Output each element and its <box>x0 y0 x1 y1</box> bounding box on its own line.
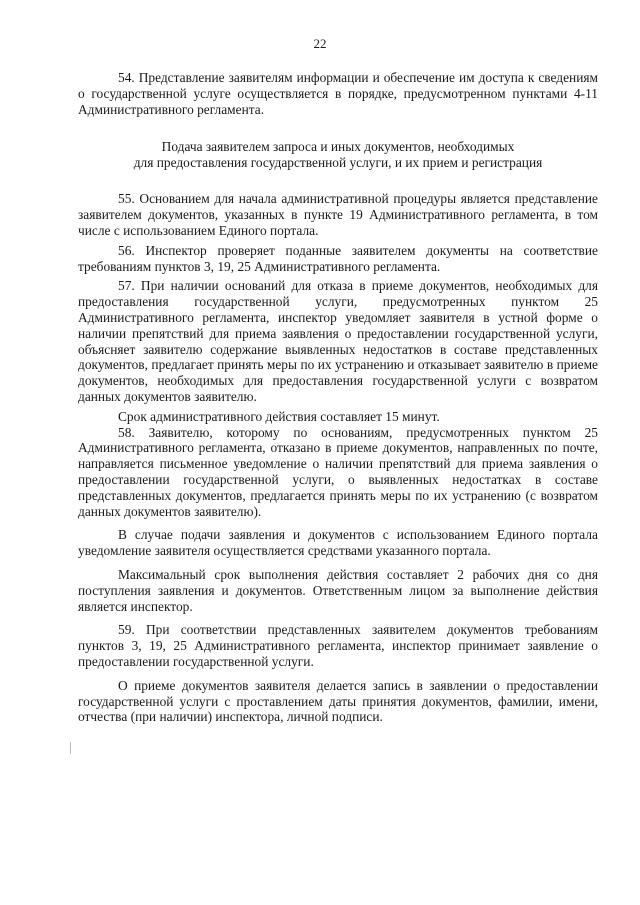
section-heading-line-2: для предоставления государственной услуги, и их прием и регистрация <box>133 155 543 171</box>
paragraph-57: 57. При наличии оснований для отказа в приеме документов, необходимых для предоставления государственной услуги, предусмотренных пунктом 25 Административного регламента, инспектор уведомляет заявителя в устной форме о наличии препятствий для приема заявления о предоставлении государственной услуги, объясняет заявителю содержание выявленных недостатков в составе представленных документов, предлагает принять меры по их устранению и отказывает заявителю в приеме документов, необходимых для предоставления государственной услуги с возвратом данных документов заявителю. <box>78 278 598 404</box>
paragraph-59: 59. При соответствии представленных заявителем документов требованиям пунктов 3, 19, 25 Административного регламента, инспектор принимает заявление о предоставлении государственной услуги. <box>78 622 598 669</box>
paragraph-55: 55. Основанием для начала административной процедуры является представление заявителем документов, указанных в пункте 19 Административного регламента, в том числе с использованием Единого портала. <box>78 191 598 238</box>
section-heading-line-1: Подача заявителем запроса и иных документов, необходимых <box>161 139 515 155</box>
page-number: 22 <box>313 36 327 51</box>
paragraph-54: 54. Представление заявителям информации и обеспечение им доступа к сведениям о государственной услуге осуществляется в порядке, предусмотренном пунктами 4-11 Административного регламента. <box>78 70 598 117</box>
paragraph-58-deadline: Максимальный срок выполнения действия составляет 2 рабочих дня со дня поступления заявления и документов. Ответственным лицом за выполнение действия является инспектор. <box>78 566 598 614</box>
paragraph-56: 56. Инспектор проверяет поданные заявителем документы на соответствие требованиям пунктов 3, 19, 25 Административного регламента. <box>78 242 598 274</box>
paragraph-59-record: О приеме документов заявителя делается запись в заявлении о предоставлении государственной услуги с проставлением даты принятия документов, фамилии, имени, отчества (при наличии) инспектора, личной подписи. <box>78 677 598 725</box>
paragraph-57-time-limit: Срок административного действия составляет 15 минут. <box>118 408 440 424</box>
document-body <box>78 70 598 725</box>
scan-margin-mark <box>70 742 71 754</box>
section-heading <box>78 139 598 171</box>
paragraph-58-portal: В случае подачи заявления и документов с использованием Единого портала уведомление заявителя осуществляется средствами указанного портала. <box>78 527 598 559</box>
paragraph-58: 58. Заявителю, которому по основаниям, предусмотренных пунктом 25 Административного регламента, отказано в приеме документов, направленных по почте, направляется письменное уведомление о наличии препятствий для приема заявления о предоставлении государственной услуги, о выявленных недостатках в составе представленных документов, предлагается принять меры по их устранению (с возвратом данных документов заявителю). <box>78 424 598 519</box>
